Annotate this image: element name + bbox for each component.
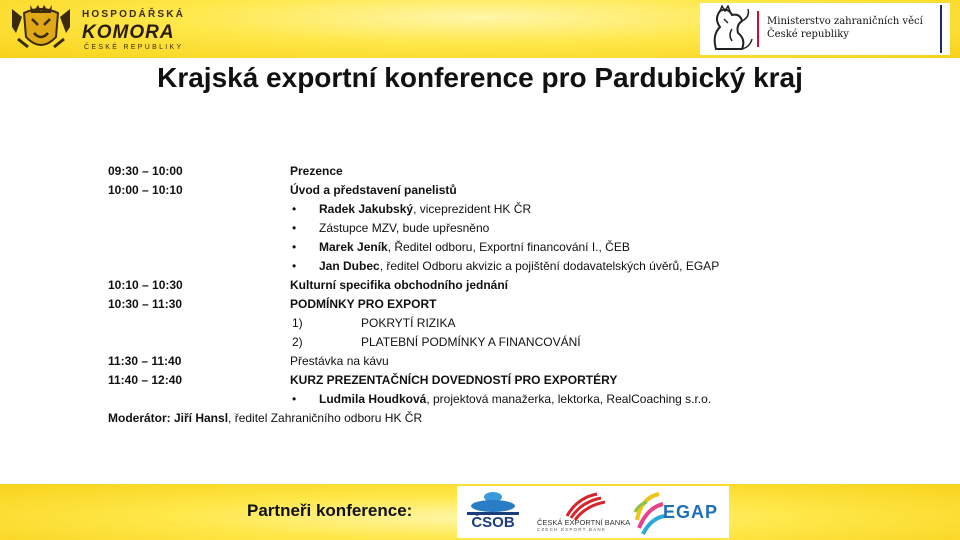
hk-logo [8,3,188,55]
header-band [0,0,960,58]
partner-logos [457,486,729,538]
agenda-row [108,295,828,314]
numbered-item [108,333,828,352]
speaker-item [108,238,828,257]
ceb-logo-text: ČESKÁ EXPORTNÍ BANKA [537,518,631,527]
item-number: 1) [292,316,303,330]
lion-emblem-icon [8,3,74,55]
speaker-text [319,219,489,238]
item-number: 2) [292,335,303,349]
speaker-role: , Ředitel odboru, Exportní financování I., ČEB [387,240,630,254]
agenda-time: 11:30 – 11:40 [108,354,182,368]
hk-logo-line1: HOSPODÁŘSKÁ [82,9,186,20]
moderator-label: Moderátor: Jiří Hansl [108,411,229,425]
agenda-row [108,352,828,371]
item-text: POKRYTÍ RIZIKA [361,316,456,330]
speaker-item [108,257,828,276]
hk-logo-line2: KOMORA [82,22,175,43]
agenda-activity: Úvod a představení panelistů [290,183,457,197]
ceb-logo-subtext: CZECH EXPORT BANK [537,527,606,532]
speaker-role: , projektová manažerka, lektorka, RealCoaching s.r.o. [426,392,712,406]
agenda-time: 10:10 – 10:30 [108,278,183,292]
bullet: • [292,259,297,273]
agenda-row [108,181,828,200]
speaker-text [319,200,531,219]
agenda-row [108,276,828,295]
mzv-name-line1: Ministerstvo zahraničních věcí [767,16,923,27]
mzv-name-line2: České republiky [767,29,849,40]
mzv-right-rule [940,5,942,53]
speaker-item [108,219,828,238]
agenda-row [108,162,828,181]
speaker-item [108,390,828,409]
bullet: • [292,202,297,216]
agenda-time: 10:00 – 10:10 [108,183,183,197]
agenda-activity: KURZ PREZENTAČNÍCH DOVEDNOSTÍ PRO EXPORTÉRY [290,373,618,387]
speaker-item [108,200,828,219]
speaker-name: Ludmila Houdková [319,392,427,406]
agenda-time: 11:40 – 12:40 [108,373,183,387]
agenda-activity: PODMÍNKY PRO EXPORT [290,297,437,311]
bullet: • [292,221,297,235]
mzv-divider [757,11,759,47]
agenda-activity: Prezence [290,164,343,178]
agenda-time: 09:30 – 10:00 [108,164,183,178]
agenda-row [108,371,828,390]
czech-lion-icon [702,5,754,53]
csob-logo-text: ČSOB [471,514,515,531]
speaker-text [319,390,711,409]
page-title: Krajská exportní konference pro Pardubický kraj [157,62,803,93]
agenda [108,162,828,428]
speaker-role: , ředitel Odboru akvizic a pojištění dodavatelských úvěrů, EGAP [379,259,720,273]
speaker-role: , viceprezident HK ČR [413,202,532,216]
speaker-text [319,257,719,276]
partners-label: Partneři konference: [247,501,413,520]
hk-logo-line3: ČESKÉ REPUBLIKY [84,44,184,51]
speaker-name: Jan Dubec [319,259,380,273]
agenda-activity: Kulturní specifika obchodního jednání [290,278,509,292]
footer-band [0,484,960,540]
speaker-name: Radek Jakubský [319,202,414,216]
speaker-role: Zástupce MZV, bude upřesněno [319,221,490,235]
speaker-text [319,238,630,257]
numbered-item [108,314,828,333]
bullet: • [292,240,297,254]
item-text: PLATEBNÍ PODMÍNKY A FINANCOVÁNÍ [361,335,581,349]
moderator-row [108,409,828,428]
mzv-logo [700,3,950,55]
agenda-time: 10:30 – 11:30 [108,297,183,311]
egap-logo-text: EGAP [663,502,719,522]
speaker-name: Marek Jeník [319,240,388,254]
bullet: • [292,392,297,406]
agenda-activity: Přestávka na kávu [290,354,389,368]
moderator-role: , ředitel Zahraničního odboru HK ČR [228,411,423,425]
